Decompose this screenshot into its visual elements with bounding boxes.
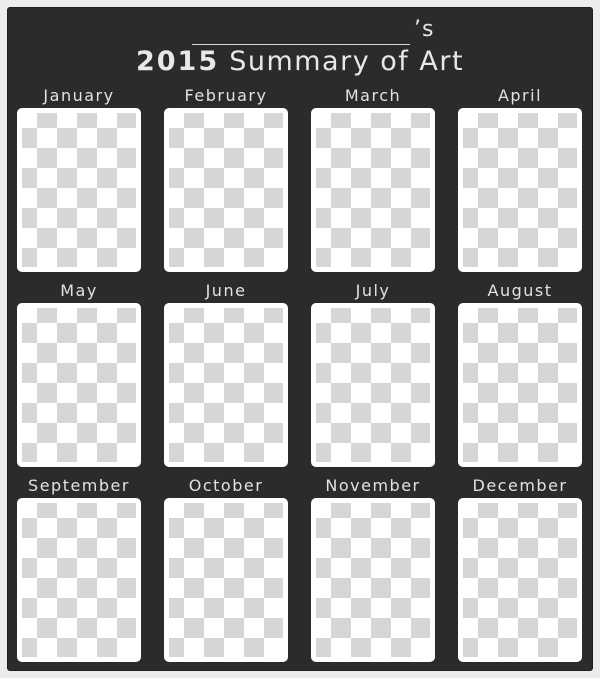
art-frame-april xyxy=(458,108,582,272)
art-frame-december xyxy=(458,498,582,662)
month-label-february: February xyxy=(184,86,268,105)
month-label-january: January xyxy=(43,86,115,105)
art-frame-august xyxy=(458,303,582,467)
possessive-suffix: ’s xyxy=(414,17,435,42)
month-label-march: March xyxy=(344,86,402,105)
month-label-august: August xyxy=(487,281,553,300)
art-frame-may xyxy=(17,303,141,467)
art-frame-july xyxy=(311,303,435,467)
month-label-may: May xyxy=(60,281,98,300)
title-year: 2015 xyxy=(135,46,220,77)
art-frame-september xyxy=(17,498,141,662)
month-label-october: October xyxy=(188,476,264,495)
art-frame-october xyxy=(164,498,288,662)
art-frame-march xyxy=(311,108,435,272)
month-label-november: November xyxy=(325,476,421,495)
art-frame-january xyxy=(17,108,141,272)
art-frame-february xyxy=(164,108,288,272)
month-label-september: September xyxy=(28,476,130,495)
art-frame-november xyxy=(311,498,435,662)
month-label-july: July xyxy=(355,281,391,300)
art-frame-june xyxy=(164,303,288,467)
month-label-april: April xyxy=(497,86,543,105)
month-label-june: June xyxy=(205,281,247,300)
page-title xyxy=(0,46,600,77)
month-label-december: December xyxy=(472,476,568,495)
title-text: Summary of Art xyxy=(229,46,465,77)
name-blank-line xyxy=(192,44,410,45)
